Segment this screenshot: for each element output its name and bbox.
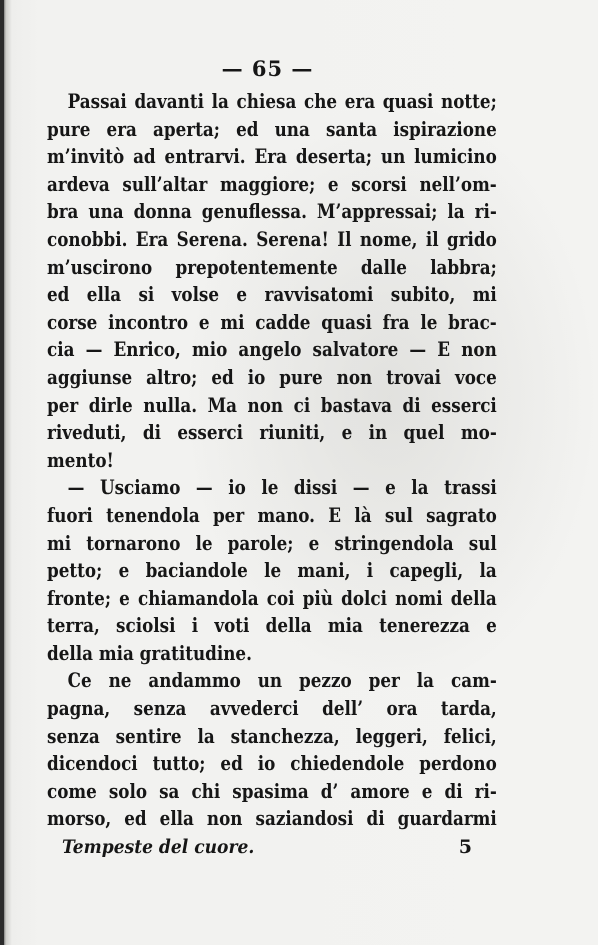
text-line: dicendoci tutto; ed io chiedendole perdono [47,752,497,776]
text-line: pure era aperta; ed una santa ispirazione [47,117,497,141]
running-title: Tempeste del cuore. [62,836,255,858]
text-line: m’uscirono prepotentemente dalle labbra; [47,255,497,279]
text-line: Ce ne andammo un pezzo per la cam- [67,669,497,693]
text-line: morso, ed ella non saziandosi di guardarmi [47,807,497,831]
text-line: senza sentire la stanchezza, leggeri, felici, [47,724,497,748]
text-line: petto; e baciandole le mani, i capegli, la [47,559,497,583]
text-line: mi tornarono le parole; e stringendola sul [47,531,497,555]
signature-mark: 5 [458,836,472,858]
text-line: fronte; e chiamandola coi più dolci nomi della [47,586,497,610]
body-text [47,88,497,833]
text-line: riveduti, di esserci riuniti, e in quel mo- [47,421,497,445]
text-line: conobbi. Era Serena. Serena! Il nome, il grido [47,227,497,251]
page-footer [62,836,472,866]
text-line: come solo sa chi spasima d’ amore e di ri- [47,779,497,803]
text-line: cia — Enrico, mio angelo salvatore — E non [47,338,497,362]
text-line: terra, sciolsi i voti della mia tenerezza e [47,614,497,638]
text-line: mento! [47,448,114,472]
text-line: ed ella si volse e ravvisatomi subito, mi [47,283,497,307]
text-line: — Usciamo — io le dissi — e la trassi [67,476,497,500]
text-line: aggiunse altro; ed io pure non trovai voce [47,365,497,389]
text-line: della mia gratitudine. [47,641,252,665]
text-line: fuori tenendola per mano. E là sul sagrato [47,503,497,527]
text-line: pagna, senza avvederci dell’ ora tarda, [47,697,497,721]
binding-shadow [0,0,4,945]
text-line: Passai davanti la chiesa che era quasi notte; [67,90,497,113]
text-line: m’invitò ad entrarvi. Era deserta; un lumicino [47,145,497,169]
text-line: bra una donna genuflessa. M’appressai; la ri- [47,200,497,224]
page-number: — 65 — [221,56,314,81]
text-line: ardeva sull’altar maggiore; e scorsi nell’om- [47,172,497,196]
text-line: per dirle nulla. Ma non ci bastava di esserci [47,393,497,417]
text-line: corse incontro e mi cadde quasi fra le brac- [47,310,497,334]
